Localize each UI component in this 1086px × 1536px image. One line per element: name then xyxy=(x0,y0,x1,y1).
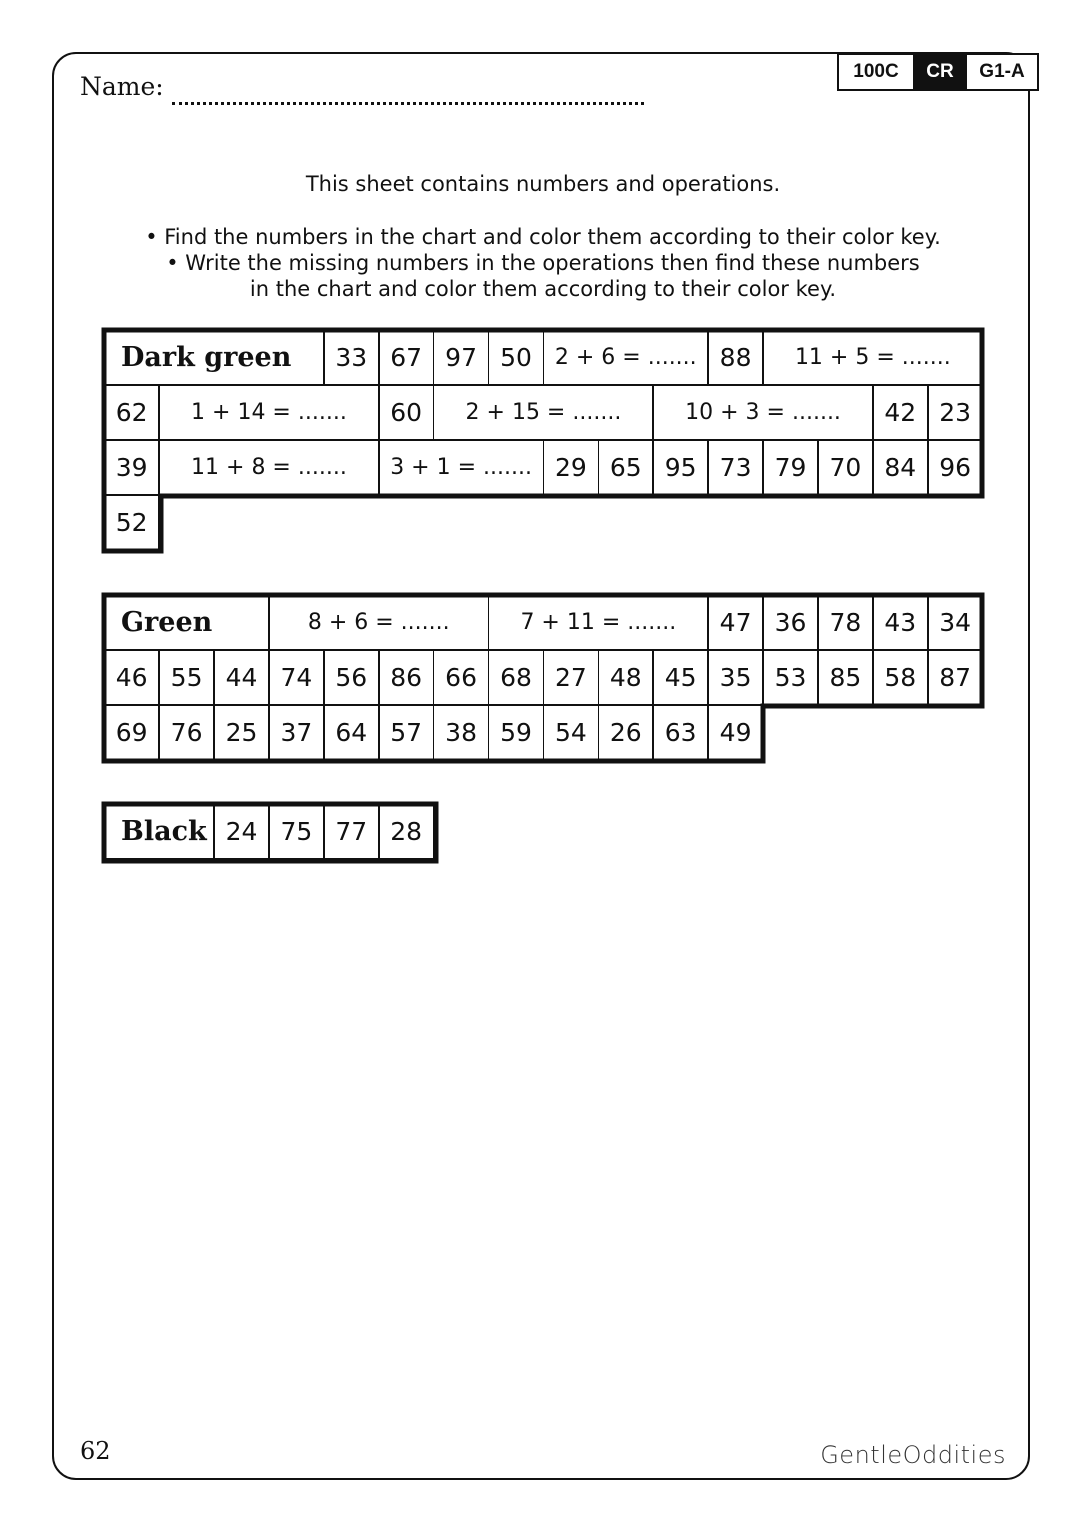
green-number-cell[interactable]: 35 xyxy=(708,650,763,705)
dark-green-number-cell[interactable]: 60 xyxy=(379,385,434,440)
green-number-cell[interactable]: 66 xyxy=(433,650,488,705)
green-number-cell[interactable]: 36 xyxy=(763,595,818,650)
green-number-cell[interactable]: 46 xyxy=(104,650,159,705)
dark-green-operation-cell[interactable]: 11 + 5 = ....... xyxy=(763,330,983,385)
brand-logo: GentleOddities xyxy=(820,1441,1006,1469)
instruction-2b: in the chart and color them according to their color key. xyxy=(249,277,837,301)
name-label: Name: xyxy=(80,72,164,101)
green-number-cell[interactable]: 87 xyxy=(928,650,983,705)
instruction-intro: This sheet contains numbers and operations. xyxy=(305,172,781,196)
dark-green-number-cell[interactable]: 73 xyxy=(708,440,763,495)
green-number-cell[interactable]: 86 xyxy=(379,650,434,705)
dark-green-number-cell[interactable]: 42 xyxy=(873,385,928,440)
green-number-cell[interactable]: 47 xyxy=(708,595,763,650)
green-number-cell[interactable]: 43 xyxy=(873,595,928,650)
dark-green-number-cell[interactable]: 65 xyxy=(598,440,653,495)
green-number-cell[interactable]: 64 xyxy=(324,705,379,760)
green-number-cell[interactable]: 45 xyxy=(653,650,708,705)
green-number-cell[interactable]: 25 xyxy=(214,705,269,760)
green-number-cell[interactable]: 69 xyxy=(104,705,159,760)
green-number-cell[interactable]: 26 xyxy=(598,705,653,760)
level-codes xyxy=(837,53,1039,91)
dark-green-number-cell[interactable]: 29 xyxy=(543,440,598,495)
dark-green-number-cell[interactable]: 79 xyxy=(763,440,818,495)
green-number-cell[interactable]: 34 xyxy=(928,595,983,650)
green-number-cell[interactable]: 76 xyxy=(159,705,214,760)
green-number-cell[interactable]: 85 xyxy=(818,650,873,705)
green-number-cell[interactable]: 68 xyxy=(488,650,543,705)
dark-green-number-cell[interactable]: 70 xyxy=(818,440,873,495)
name-write-line[interactable] xyxy=(172,102,644,105)
dark-green-operation-cell[interactable]: 11 + 8 = ....... xyxy=(159,440,379,495)
dark-green-title-cell: Dark green xyxy=(104,330,324,385)
green-number-cell[interactable]: 58 xyxy=(873,650,928,705)
black-number-cell[interactable]: 77 xyxy=(324,804,379,859)
green-number-cell[interactable]: 78 xyxy=(818,595,873,650)
code-grade: G1-A xyxy=(965,55,1037,89)
green-number-cell[interactable]: 48 xyxy=(598,650,653,705)
green-number-cell[interactable]: 59 xyxy=(488,705,543,760)
black-title-cell: Black xyxy=(104,804,214,859)
dark-green-number-cell[interactable]: 23 xyxy=(928,385,983,440)
code-level: 100C xyxy=(839,55,915,89)
dark-green-number-cell[interactable]: 97 xyxy=(433,330,488,385)
dark-green-number-cell[interactable]: 52 xyxy=(104,495,159,550)
green-operation-cell[interactable]: 7 + 11 = ....... xyxy=(488,595,708,650)
green-operation-cell[interactable]: 8 + 6 = ....... xyxy=(269,595,489,650)
dark-green-number-cell[interactable]: 33 xyxy=(324,330,379,385)
green-title-cell: Green xyxy=(104,595,269,650)
page-number: 62 xyxy=(80,1437,111,1465)
dark-green-number-cell[interactable]: 67 xyxy=(379,330,434,385)
dark-green-number-cell[interactable]: 62 xyxy=(104,385,159,440)
dark-green-operation-cell[interactable]: 2 + 6 = ....... xyxy=(543,330,708,385)
black-number-cell[interactable]: 28 xyxy=(379,804,434,859)
code-type: CR xyxy=(915,55,965,89)
green-number-cell[interactable]: 53 xyxy=(763,650,818,705)
dark-green-number-cell[interactable]: 84 xyxy=(873,440,928,495)
instruction-1: • Find the numbers in the chart and color them according to their color key. xyxy=(145,225,941,249)
green-number-cell[interactable]: 74 xyxy=(269,650,324,705)
green-number-cell[interactable]: 55 xyxy=(159,650,214,705)
green-number-cell[interactable]: 49 xyxy=(708,705,763,760)
dark-green-number-cell[interactable]: 95 xyxy=(653,440,708,495)
green-number-cell[interactable]: 44 xyxy=(214,650,269,705)
green-number-cell[interactable]: 27 xyxy=(543,650,598,705)
green-number-cell[interactable]: 38 xyxy=(433,705,488,760)
green-number-cell[interactable]: 56 xyxy=(324,650,379,705)
dark-green-operation-cell[interactable]: 3 + 1 = ....... xyxy=(379,440,544,495)
green-number-cell[interactable]: 37 xyxy=(269,705,324,760)
dark-green-number-cell[interactable]: 88 xyxy=(708,330,763,385)
instruction-2a: • Write the missing numbers in the operations then find these numbers xyxy=(166,251,920,275)
dark-green-operation-cell[interactable]: 10 + 3 = ....... xyxy=(653,385,873,440)
dark-green-number-cell[interactable]: 96 xyxy=(928,440,983,495)
green-number-cell[interactable]: 54 xyxy=(543,705,598,760)
dark-green-operation-cell[interactable]: 2 + 15 = ....... xyxy=(433,385,653,440)
green-number-cell[interactable]: 63 xyxy=(653,705,708,760)
green-number-cell[interactable]: 57 xyxy=(379,705,434,760)
black-number-cell[interactable]: 24 xyxy=(214,804,269,859)
black-number-cell[interactable]: 75 xyxy=(269,804,324,859)
dark-green-number-cell[interactable]: 50 xyxy=(488,330,543,385)
dark-green-number-cell[interactable]: 39 xyxy=(104,440,159,495)
dark-green-operation-cell[interactable]: 1 + 14 = ....... xyxy=(159,385,379,440)
